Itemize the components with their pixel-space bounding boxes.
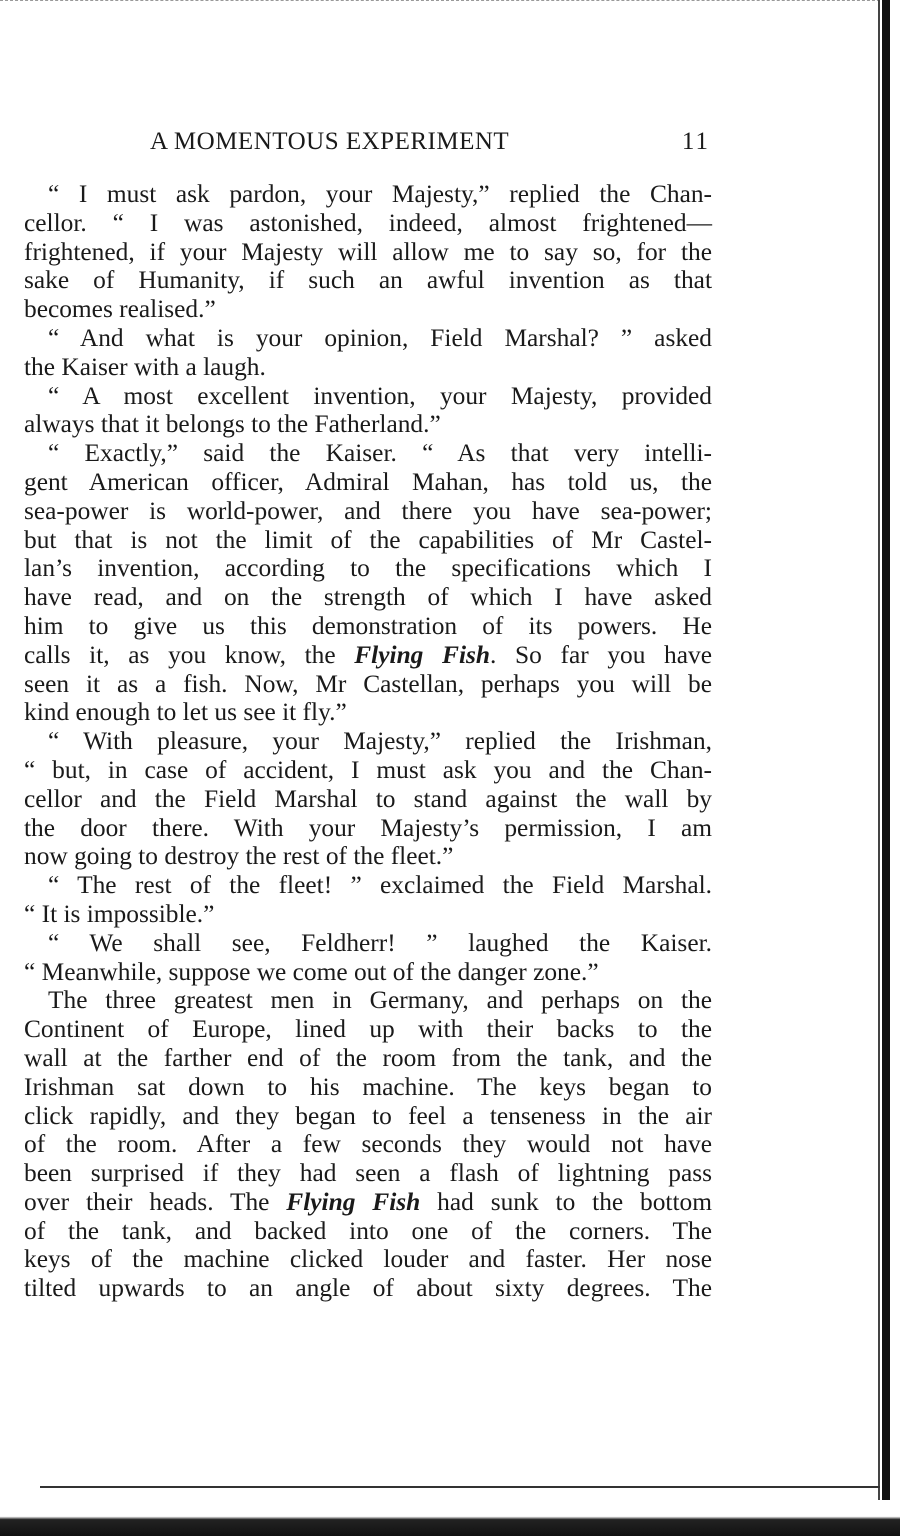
- text-line: frightened, if your Majesty will allow me to say so, for the: [24, 237, 712, 266]
- text-segment: . So far you have: [490, 640, 712, 669]
- text-line: of the room. After a few seconds they would not have: [24, 1130, 712, 1159]
- text-line: the Kaiser with a laugh.: [24, 352, 266, 381]
- page-top-edge: [0, 0, 890, 4]
- text-line: wall at the farther end of the room from the tank, and the: [24, 1043, 712, 1072]
- body-text: [24, 180, 712, 1303]
- text-segment: over their heads. The: [24, 1187, 287, 1216]
- text-line: “ but, in case of accident, I must ask you and the Chan-: [24, 755, 712, 784]
- text-line: sake of Humanity, if such an awful invention as that: [24, 266, 712, 295]
- text-line: gent American officer, Admiral Mahan, has told us, the: [24, 467, 712, 496]
- text-line: been surprised if they had seen a flash of lightning pass: [24, 1159, 712, 1188]
- page-number: 11: [681, 128, 710, 155]
- text-line: “ A most excellent invention, your Majesty, provided: [48, 381, 712, 410]
- text-line: Continent of Europe, lined up with their backs to the: [24, 1015, 712, 1044]
- text-line: cellor and the Field Marshal to stand against the wall by: [24, 784, 712, 813]
- text-line: click rapidly, and they began to feel a tenseness in the air: [24, 1101, 712, 1130]
- text-line: “ Meanwhile, suppose we come out of the danger zone.”: [24, 957, 599, 986]
- text-line: Irishman sat down to his machine. The keys began to: [24, 1072, 712, 1101]
- text-line: seen it as a fish. Now, Mr Castellan, perhaps you will be: [24, 669, 712, 698]
- text-line: but that is not the limit of the capabilities of Mr Castel-: [24, 525, 712, 554]
- page-bottom-rule: [40, 1486, 880, 1488]
- text-line: keys of the machine clicked louder and faster. Her nose: [24, 1245, 712, 1274]
- page-header: [150, 128, 710, 162]
- italic-title: Flying Fish: [286, 1187, 421, 1216]
- italic-title: Flying Fish: [354, 640, 491, 669]
- text-line: “ It is impossible.”: [24, 899, 215, 928]
- text-line: becomes realised.”: [24, 295, 216, 324]
- text-line: [24, 641, 712, 670]
- text-line: have read, and on the strength of which I have asked: [24, 583, 712, 612]
- text-line: tilted upwards to an angle of about sixty degrees. The: [24, 1274, 712, 1303]
- text-line: always that it belongs to the Fatherland.”: [24, 410, 441, 439]
- page-right-edge: [882, 0, 890, 1500]
- text-line: “ I must ask pardon, your Majesty,” replied the Chan-: [48, 180, 712, 208]
- text-line: the door there. With your Majesty’s permission, I am: [24, 813, 712, 842]
- text-segment: calls it, as you know, the: [24, 640, 355, 669]
- running-head: A MOMENTOUS EXPERIMENT: [150, 128, 510, 155]
- text-line: “ The rest of the fleet! ” exclaimed the Field Marshal.: [48, 871, 712, 900]
- text-line: of the tank, and backed into one of the corners. The: [24, 1216, 712, 1245]
- text-line: The three greatest men in Germany, and perhaps on the: [48, 986, 712, 1015]
- text-line: [24, 1188, 712, 1217]
- text-line: “ We shall see, Feldherr! ” laughed the Kaiser.: [48, 928, 712, 957]
- page-right-edge-thin: [878, 0, 880, 1500]
- text-line: “ And what is your opinion, Field Marshal? ” asked: [48, 323, 712, 352]
- text-line: cellor. “ I was astonished, indeed, almost frightened—: [24, 208, 712, 237]
- page-bottom-edge: [0, 1506, 900, 1536]
- text-line: lan’s invention, according to the specifications which I: [24, 554, 712, 583]
- text-line: now going to destroy the rest of the fleet.”: [24, 842, 454, 871]
- text-line: him to give us this demonstration of its powers. He: [24, 611, 712, 640]
- text-line: sea-power is world-power, and there you have sea-power;: [24, 496, 712, 525]
- text-line: kind enough to let us see it fly.”: [24, 698, 347, 727]
- text-line: “ With pleasure, your Majesty,” replied the Irishman,: [48, 727, 712, 756]
- text-line: “ Exactly,” said the Kaiser. “ As that very intelli-: [48, 439, 712, 468]
- text-segment: had sunk to the bottom: [420, 1187, 712, 1216]
